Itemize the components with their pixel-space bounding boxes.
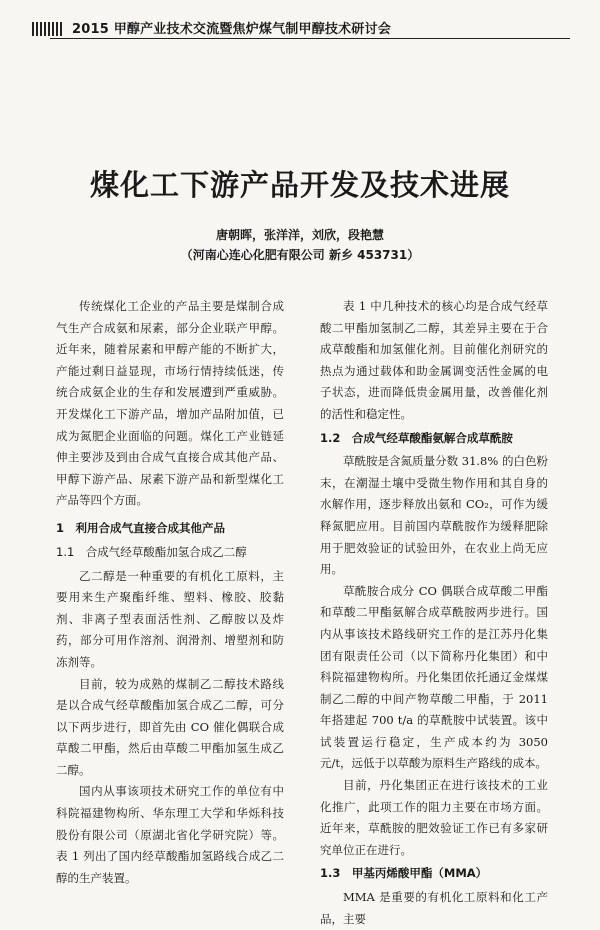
paragraph: 乙二醇是一种重要的有机化工原料，主要用来生产聚酯纤维、塑料、橡胶、胶黏剂、非离子型表面活性剂、乙醇胺以及炸药，部分可用作溶剂、润滑剂、增塑剂和防冻剂等。: [56, 568, 284, 669]
paper-title: 煤化工下游产品开发及技术进展: [89, 168, 510, 202]
section-heading-1-1: 1.1 合成气经草酸酯加氢合成乙二醇: [56, 544, 247, 559]
intro-paragraph: 传统煤化工企业的产品主要是煤制合成气生产合成氨和尿素，部分企业联产甲醇。近年来，随着尿素和甲醇产能的不断扩大，产能过剩日益显现，市场行情持续低迷，传统合成氨企业的生存和发展遭到严重威胁。开发煤化工下游产品，增加产品附加值，已成为氮肥企业面临的问题。煤化工产业链延伸主要涉及到由合成气直接合成其他产品、甲醇下游产品、尿素下游产品和新型煤化工产品等四个方面。: [56, 299, 284, 508]
paragraph: 表 1 中几种技术的核心均是合成气经草酸二甲酯加氢制乙二醇，其差异主要在于合成草酸酯和加氢催化剂。目前催化剂研究的热点为通过载体和助金属调变活性金属的电子状态，进而降低贵金属用量，改善催化剂的活性和稳定性。: [320, 299, 548, 421]
header-barcode-decoration: [32, 22, 62, 36]
running-header: [50, 18, 570, 40]
paragraph: 草酰胺合成分 CO 偶联合成草酸二甲酯和草酸二甲酯氨解合成草酰胺两步进行。国内从事该技术路线研究工作的是江苏丹化集团有限责任公司（以下简称丹化集团）和中科院福建物构所。丹化集团依托通辽金煤煤制乙二醇的中间产物草酸二甲酯，于 2011 年搭建起 700 t/a 的草酰胺中试装置。该中试装置运行稳定，生产成本约为 3050 元/t，远低于以草酸为原料生产路线的成本。: [320, 583, 548, 771]
paper-authors: 唐朝晖，张洋洋，刘欣，段艳慧: [215, 228, 384, 242]
section-heading-1: 1 利用合成气直接合成其他产品: [56, 520, 225, 535]
paragraph: 国内从事该项技术研究工作的单位有中科院福建物构所、华东理工大学和华烁科技股份有限公司（原湖北省化学研究院）等。表 1 列出了国内经草酸酯加氢路线合成乙二醇的生产装置。: [56, 784, 284, 885]
header-text: 2015 甲醇产业技术交流暨焦炉煤气制甲醇技术研讨会: [72, 22, 391, 37]
right-column: [320, 296, 548, 930]
header-rule: [50, 38, 570, 39]
section-heading-1-3: 1.3 甲基丙烯酸甲酯（MMA）: [320, 866, 488, 881]
paragraph: 目前，较为成熟的煤制乙二醇技术路线是以合成气经草酸酯加氢合成乙二醇，可分以下两步进行，即首先由 CO 催化偶联合成草酸二甲酯，然后由草酸二甲酯加氢生成乙二醇。: [56, 676, 284, 777]
left-column: [56, 296, 284, 889]
paragraph: 目前，丹化集团正在进行该技术的工业化推广，此项工作的阻力主要在市场方面。近年来，草酰胺的肥效验证工作已有多家研究单位正在进行。: [320, 778, 548, 857]
paper-affiliation: （河南心连心化肥有限公司 新乡 453731）: [180, 248, 420, 262]
paragraph: 草酰胺是含氮质量分数 31.8% 的白色粉末，在潮湿土壤中受微生物作用和其自身的水解作用，逐步释放出氨和 CO₂，可作为缓释氮肥应用。目前国内草酰胺作为缓释肥除用于肥效验证的试验田外，在农业上尚无应用。: [320, 454, 548, 577]
section-heading-1-2: 1.2 合成气经草酸酯氨解合成草酰胺: [320, 430, 513, 445]
paragraph: MMA 是重要的有机化工原料和化工产品，主要: [320, 890, 548, 926]
